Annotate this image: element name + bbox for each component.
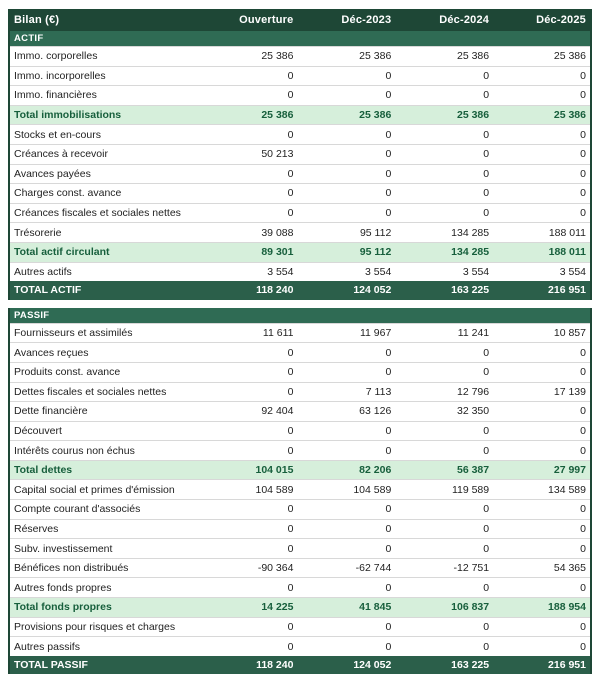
row-label: Provisions pour risques et charges — [9, 617, 200, 637]
table-row — [9, 203, 591, 223]
row-value: 0 — [200, 617, 298, 637]
row-value: 39 088 — [200, 223, 298, 243]
row-label: Autres actifs — [9, 262, 200, 281]
row-value: 63 126 — [297, 402, 395, 422]
row-value: 163 225 — [395, 656, 493, 674]
table-row — [9, 125, 591, 145]
table-row — [9, 637, 591, 656]
row-value: 0 — [395, 144, 493, 164]
table-row — [9, 382, 591, 402]
row-value: 0 — [493, 637, 591, 656]
table-row — [9, 362, 591, 382]
balance-sheet-table-actif — [8, 9, 592, 300]
row-value: 0 — [297, 86, 395, 106]
row-value: 134 285 — [395, 242, 493, 262]
row-value: 0 — [493, 66, 591, 86]
row-value: 3 554 — [297, 262, 395, 281]
row-value: 56 387 — [395, 460, 493, 480]
row-value: 0 — [395, 203, 493, 223]
table-row — [9, 617, 591, 637]
column-header-ouverture: Ouverture — [200, 9, 298, 31]
row-value: 0 — [493, 144, 591, 164]
row-value: 92 404 — [200, 402, 298, 422]
row-label: Compte courant d'associés — [9, 500, 200, 520]
row-value: 0 — [200, 578, 298, 598]
row-value: 0 — [297, 539, 395, 559]
row-value: 0 — [395, 362, 493, 382]
row-value: 10 857 — [493, 323, 591, 343]
row-value: 0 — [395, 578, 493, 598]
row-label: Fournisseurs et assimilés — [9, 323, 200, 343]
row-value: 0 — [200, 637, 298, 656]
row-value: -90 364 — [200, 558, 298, 578]
row-value: 32 350 — [395, 402, 493, 422]
row-value: 0 — [395, 500, 493, 520]
row-value: 25 386 — [297, 47, 395, 67]
table-title: Bilan (€) — [9, 9, 200, 31]
row-label: TOTAL PASSIF — [9, 656, 200, 674]
table-row — [9, 480, 591, 500]
row-value: 0 — [395, 86, 493, 106]
section-header-actif — [9, 31, 591, 47]
row-value: 0 — [493, 500, 591, 520]
row-value: 0 — [395, 421, 493, 441]
row-value: 0 — [493, 343, 591, 363]
row-label: Stocks et en-cours — [9, 125, 200, 145]
row-value: 0 — [200, 164, 298, 184]
row-label: Bénéfices non distribués — [9, 558, 200, 578]
row-value: 0 — [297, 441, 395, 461]
row-value: 0 — [493, 441, 591, 461]
row-value: 118 240 — [200, 281, 298, 300]
row-value: 118 240 — [200, 656, 298, 674]
row-label: Dette financière — [9, 402, 200, 422]
row-label: Avances reçues — [9, 343, 200, 363]
row-value: 0 — [200, 500, 298, 520]
row-value: 106 837 — [395, 598, 493, 618]
row-value: 25 386 — [395, 47, 493, 67]
table-row — [9, 323, 591, 343]
row-value: 163 225 — [395, 281, 493, 300]
table-row — [9, 402, 591, 422]
row-value: 3 554 — [200, 262, 298, 281]
row-value: 0 — [297, 617, 395, 637]
row-value: 0 — [395, 184, 493, 204]
row-value: 7 113 — [297, 382, 395, 402]
table-row — [9, 500, 591, 520]
row-value: 188 954 — [493, 598, 591, 618]
row-value: 0 — [493, 539, 591, 559]
row-label: Subv. investissement — [9, 539, 200, 559]
table-row — [9, 105, 591, 125]
row-value: 0 — [493, 184, 591, 204]
row-value: 0 — [395, 125, 493, 145]
row-label: Autres passifs — [9, 637, 200, 656]
row-value: 104 015 — [200, 460, 298, 480]
row-value: 11 241 — [395, 323, 493, 343]
table-row — [9, 460, 591, 480]
row-value: 3 554 — [395, 262, 493, 281]
row-value: 0 — [493, 578, 591, 598]
row-value: 11 967 — [297, 323, 395, 343]
row-value: 25 386 — [200, 105, 298, 125]
row-value: 0 — [297, 421, 395, 441]
row-value: 54 365 — [493, 558, 591, 578]
row-value: 0 — [395, 617, 493, 637]
row-label: Dettes fiscales et sociales nettes — [9, 382, 200, 402]
table-row — [9, 539, 591, 559]
row-value: 89 301 — [200, 242, 298, 262]
row-value: 41 845 — [297, 598, 395, 618]
row-value: 0 — [297, 578, 395, 598]
table-row — [9, 144, 591, 164]
row-value: 124 052 — [297, 281, 395, 300]
row-value: 0 — [200, 539, 298, 559]
table-row — [9, 242, 591, 262]
row-value: 0 — [395, 539, 493, 559]
table-row — [9, 281, 591, 300]
row-value: 188 011 — [493, 242, 591, 262]
row-value: 0 — [297, 637, 395, 656]
row-value: 0 — [493, 362, 591, 382]
row-value: 0 — [493, 519, 591, 539]
row-value: 0 — [200, 184, 298, 204]
section-gap — [8, 300, 592, 308]
section-header-passif — [9, 308, 591, 324]
row-value: 0 — [297, 343, 395, 363]
table-row — [9, 343, 591, 363]
row-value: 0 — [200, 421, 298, 441]
row-value: 0 — [297, 203, 395, 223]
row-value: 0 — [297, 519, 395, 539]
table-row — [9, 66, 591, 86]
row-value: 25 386 — [395, 105, 493, 125]
table-row — [9, 598, 591, 618]
column-header-dec-2025: Déc-2025 — [493, 9, 591, 31]
row-label: Réserves — [9, 519, 200, 539]
table-row — [9, 164, 591, 184]
row-value: 95 112 — [297, 242, 395, 262]
row-value: 134 285 — [395, 223, 493, 243]
row-value: 25 386 — [493, 47, 591, 67]
row-value: 134 589 — [493, 480, 591, 500]
row-value: 119 589 — [395, 480, 493, 500]
row-value: 0 — [493, 402, 591, 422]
row-value: 0 — [297, 164, 395, 184]
row-value: 0 — [200, 362, 298, 382]
row-label: Immo. corporelles — [9, 47, 200, 67]
table-row — [9, 223, 591, 243]
table-row — [9, 262, 591, 281]
row-value: 216 951 — [493, 281, 591, 300]
row-value: 0 — [493, 86, 591, 106]
row-value: 0 — [200, 86, 298, 106]
row-label: Capital social et primes d'émission — [9, 480, 200, 500]
row-label: Immo. incorporelles — [9, 66, 200, 86]
table-row — [9, 184, 591, 204]
table-row — [9, 421, 591, 441]
row-label: Intérêts courus non échus — [9, 441, 200, 461]
row-value: 0 — [297, 66, 395, 86]
row-value: 104 589 — [297, 480, 395, 500]
row-value: 0 — [297, 144, 395, 164]
row-value: 25 386 — [200, 47, 298, 67]
row-value: 27 997 — [493, 460, 591, 480]
column-header-dec-2024: Déc-2024 — [395, 9, 493, 31]
row-value: 0 — [395, 637, 493, 656]
row-value: 124 052 — [297, 656, 395, 674]
row-value: 0 — [395, 441, 493, 461]
row-value: 0 — [297, 362, 395, 382]
row-value: -12 751 — [395, 558, 493, 578]
row-value: 0 — [493, 421, 591, 441]
row-value: 12 796 — [395, 382, 493, 402]
row-value: 0 — [395, 164, 493, 184]
row-value: 0 — [200, 66, 298, 86]
row-value: 0 — [200, 125, 298, 145]
table-row — [9, 86, 591, 106]
row-value: 25 386 — [297, 105, 395, 125]
balance-sheet-table-passif — [8, 308, 592, 674]
row-value: 95 112 — [297, 223, 395, 243]
row-value: 0 — [200, 441, 298, 461]
row-label: Total fonds propres — [9, 598, 200, 618]
table-row — [9, 578, 591, 598]
row-value: 0 — [200, 343, 298, 363]
row-value: 0 — [297, 125, 395, 145]
row-label: Créances fiscales et sociales nettes — [9, 203, 200, 223]
row-label: TOTAL ACTIF — [9, 281, 200, 300]
row-value: 25 386 — [493, 105, 591, 125]
row-label: Avances payées — [9, 164, 200, 184]
row-value: 0 — [395, 66, 493, 86]
row-value: 0 — [493, 203, 591, 223]
row-value: 0 — [200, 203, 298, 223]
row-label: Total dettes — [9, 460, 200, 480]
row-value: 0 — [200, 382, 298, 402]
passif-section-body — [9, 308, 591, 674]
row-value: 11 611 — [200, 323, 298, 343]
row-label: Charges const. avance — [9, 184, 200, 204]
row-value: 14 225 — [200, 598, 298, 618]
row-value: 3 554 — [493, 262, 591, 281]
row-label: Immo. financières — [9, 86, 200, 106]
row-value: 188 011 — [493, 223, 591, 243]
row-label: Total immobilisations — [9, 105, 200, 125]
row-value: 17 139 — [493, 382, 591, 402]
table-row — [9, 558, 591, 578]
section-title: ACTIF — [9, 31, 591, 47]
row-value: -62 744 — [297, 558, 395, 578]
table-header-row — [9, 9, 591, 31]
row-value: 82 206 — [297, 460, 395, 480]
row-label: Créances à recevoir — [9, 144, 200, 164]
row-label: Total actif circulant — [9, 242, 200, 262]
row-label: Autres fonds propres — [9, 578, 200, 598]
table-row — [9, 47, 591, 67]
table-row — [9, 441, 591, 461]
row-value: 216 951 — [493, 656, 591, 674]
row-value: 0 — [297, 500, 395, 520]
table-row — [9, 656, 591, 674]
row-value: 104 589 — [200, 480, 298, 500]
row-value: 0 — [297, 184, 395, 204]
section-title: PASSIF — [9, 308, 591, 324]
row-value: 0 — [395, 343, 493, 363]
actif-section-body — [9, 31, 591, 300]
column-header-dec-2023: Déc-2023 — [297, 9, 395, 31]
row-label: Découvert — [9, 421, 200, 441]
row-value: 0 — [493, 617, 591, 637]
row-value: 0 — [493, 164, 591, 184]
row-label: Trésorerie — [9, 223, 200, 243]
row-value: 0 — [395, 519, 493, 539]
row-label: Produits const. avance — [9, 362, 200, 382]
row-value: 0 — [200, 519, 298, 539]
row-value: 50 213 — [200, 144, 298, 164]
row-value: 0 — [493, 125, 591, 145]
table-row — [9, 519, 591, 539]
